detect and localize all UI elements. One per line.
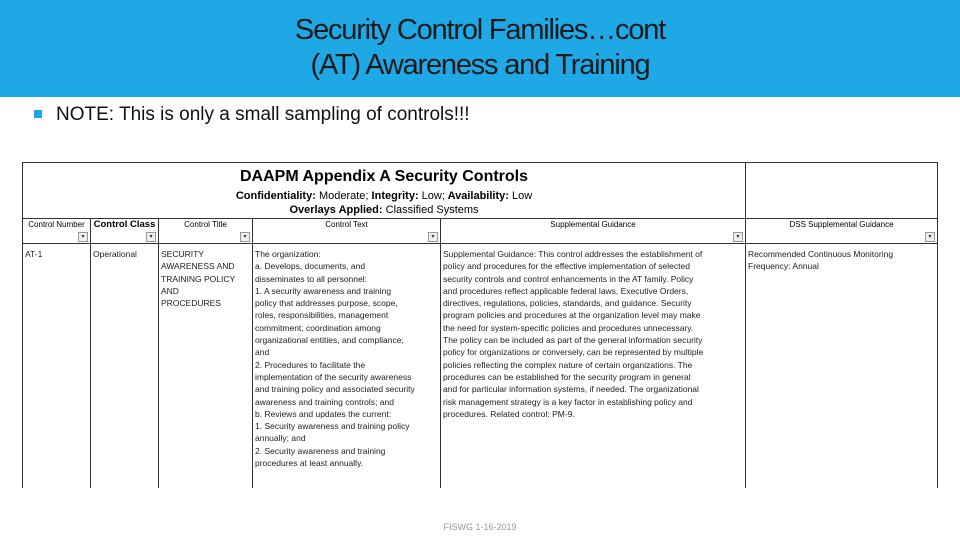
column-header-control-title[interactable] [159, 219, 252, 243]
cell-supplemental-guidance: Supplemental Guidance: This control addresses the establishment of policy and procedures for the effective implementation of selected security controls and control enhancements in the AT family. Policy and procedures reflect applicable federal laws, Executive Orders, directives, regulations, policies, standards, and guidance. Security program policies and procedures at the organization level may make the need for system-specific policies and procedures unnecessary. The policy can be included as part of the general information security policy for organizations or conversely, can be represented by multiple policies reflecting the complex nature of certain organizations. The procedures can be established for the security program in general and for particular information systems, if needed. The organizational risk management strategy is a key factor in establishing policy and procedures. Related control: PM-9. [443, 249, 704, 419]
cell-control-text: The organization: a. Develops, documents, and disseminates to all personnel: 1. A security awareness and training policy that addresses purpose, scope, roles, responsibilities, management commitment, coordination among organizational entities, and compliance; and 2. Procedures to facilitate the implementation of the security awareness and training policy and associated security awareness and training controls; and b. Reviews and updates the current: 1. Security awareness and training policy annually; and 2. Security awareness and training procedures at least annually. [255, 249, 415, 469]
confidentiality-label: Confidentiality: [235, 190, 316, 202]
banner-overlays [23, 204, 745, 217]
banner-impact-levels [23, 190, 745, 203]
filter-dropdown-icon[interactable]: ▾ [428, 232, 438, 242]
integrity-label: Integrity: [371, 190, 419, 202]
column-header-label: Control Title [184, 220, 227, 229]
column-header-label: Control Class [93, 219, 156, 230]
title-bar [0, 0, 960, 97]
column-header-dss-guidance[interactable] [746, 219, 937, 243]
grid-line [158, 218, 159, 488]
cell-control-title: SECURITY AWARENESS AND TRAINING POLICY AND PROCEDURES [161, 249, 236, 309]
grid-line [90, 218, 91, 488]
column-header-label: Supplemental Guidance [550, 220, 636, 229]
column-header-supplemental-guidance[interactable] [441, 219, 745, 243]
overlays-value: Classified Systems [385, 204, 479, 216]
slide-subtitle: (AT) Awareness and Training [310, 49, 650, 81]
filter-dropdown-icon[interactable]: ▾ [78, 232, 88, 242]
column-header-label: DSS Supplemental Guidance [789, 220, 894, 229]
column-header-label: Control Number [28, 220, 85, 229]
slide-footer: FISWG 1-16-2019 [443, 522, 517, 532]
column-header-control-class[interactable] [91, 219, 158, 243]
filter-dropdown-icon[interactable]: ▾ [925, 232, 935, 242]
column-header-label: Control Text [325, 220, 368, 229]
overlays-label: Overlays Applied: [289, 204, 383, 216]
cell-dss-guidance: Recommended Continuous Monitoring Frequency: Annual [748, 249, 894, 272]
note-bullet [34, 104, 470, 126]
grid-line [440, 218, 441, 488]
filter-dropdown-icon[interactable]: ▾ [146, 232, 156, 242]
filter-dropdown-icon[interactable]: ▾ [240, 232, 250, 242]
grid-line [937, 163, 938, 488]
note-text: NOTE: This is only a small sampling of controls!!! [56, 104, 470, 125]
filter-dropdown-icon[interactable]: ▾ [733, 232, 743, 242]
cell-control-number: AT-1 [25, 249, 43, 259]
availability-value: Low [511, 190, 533, 202]
table-banner [23, 163, 745, 218]
banner-title: DAAPM Appendix A Security Controls [239, 168, 529, 185]
grid-line [252, 218, 253, 488]
column-header-control-number[interactable] [23, 219, 90, 243]
slide-title: Security Control Families…cont [294, 14, 666, 46]
integrity-value: Low; [421, 190, 445, 202]
confidentiality-value: Moderate; [318, 190, 369, 202]
column-header-control-text[interactable] [253, 219, 440, 243]
spreadsheet-screenshot [22, 162, 938, 488]
availability-label: Availability: [447, 190, 509, 202]
grid-line [23, 243, 938, 244]
cell-control-class: Operational [93, 249, 137, 259]
grid-line [745, 218, 746, 488]
square-bullet-icon [34, 110, 42, 118]
